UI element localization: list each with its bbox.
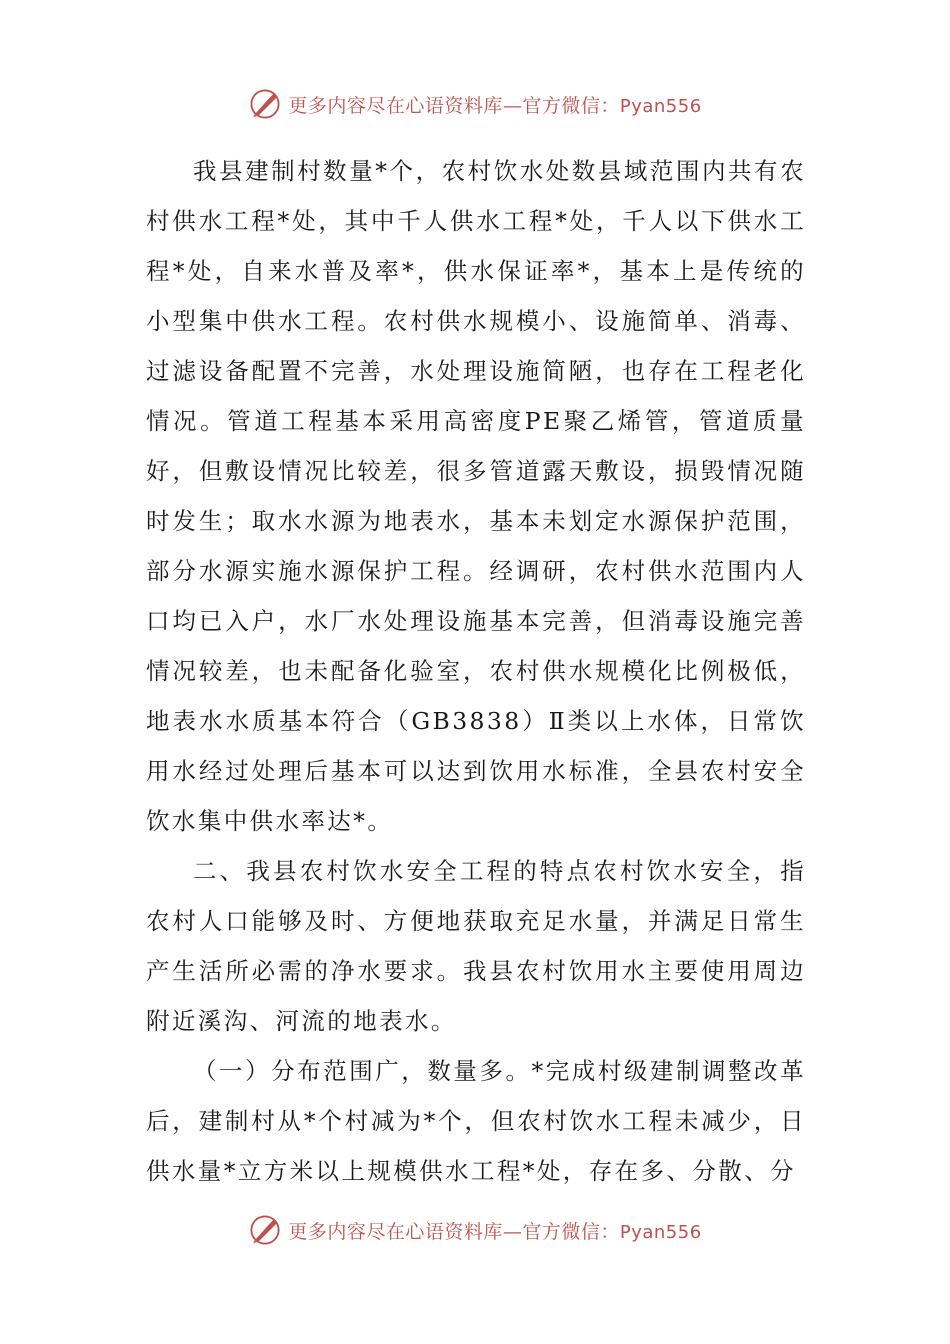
pen-nib-icon <box>248 87 282 121</box>
banner-text: 更多内容尽在心语资料库—官方微信：Pyan556 <box>288 1220 702 1243</box>
document-body <box>146 146 806 1196</box>
banner-wechat-id: Pyan556 <box>619 95 702 117</box>
header-banner <box>0 84 950 124</box>
paragraph-2: 二、我县农村饮水安全工程的特点农村饮水安全，指农村人口能够及时、方便地获取充足水量，并满足日常生产生活所必需的净水要求。我县农村饮用水主要使用周边附近溪沟、河流的地表水。 <box>146 857 806 1035</box>
banner-text: 更多内容尽在心语资料库—官方微信：Pyan556 <box>288 94 702 117</box>
paragraph-3: （一）分布范围广，数量多。*完成村级建制调整改革后，建制村从*个村减为*个，但农村饮水工程未减少，日供水量*立方米以上规模供水工程*处，存在多、分散、分 <box>146 1057 806 1185</box>
footer-banner <box>0 1210 950 1250</box>
paragraph-1: 我县建制村数量*个，农村饮水处数县域范围内共有农村供水工程*处，其中千人供水工程*处，千人以下供水工程*处，自来水普及率*，供水保证率*，基本上是传统的小型集中供水工程。农村供水规模小、设施简单、消毒、过滤设备配置不完善，水处理设施简陋，也存在工程老化情况。管道工程基本采用高密度PE聚乙烯管，管道质量好，但敷设情况比较差，很多管道露天敷设，损毁情况随时发生；取水水源为地表水，基本未划定水源保护范围，部分水源实施水源保护工程。经调研，农村供水范围内人口均已入户，水厂水处理设施基本完善，但消毒设施完善情况较差，也未配备化验室，农村供水规模化比例极低，地表水水质基本符合（GB3838）Ⅱ类以上水体，日常饮用水经过处理后基本可以达到饮用水标准，全县农村安全饮水集中供水率达*。 <box>146 157 806 835</box>
banner-wechat-id: Pyan556 <box>619 1221 702 1243</box>
pen-nib-icon <box>248 1213 282 1247</box>
